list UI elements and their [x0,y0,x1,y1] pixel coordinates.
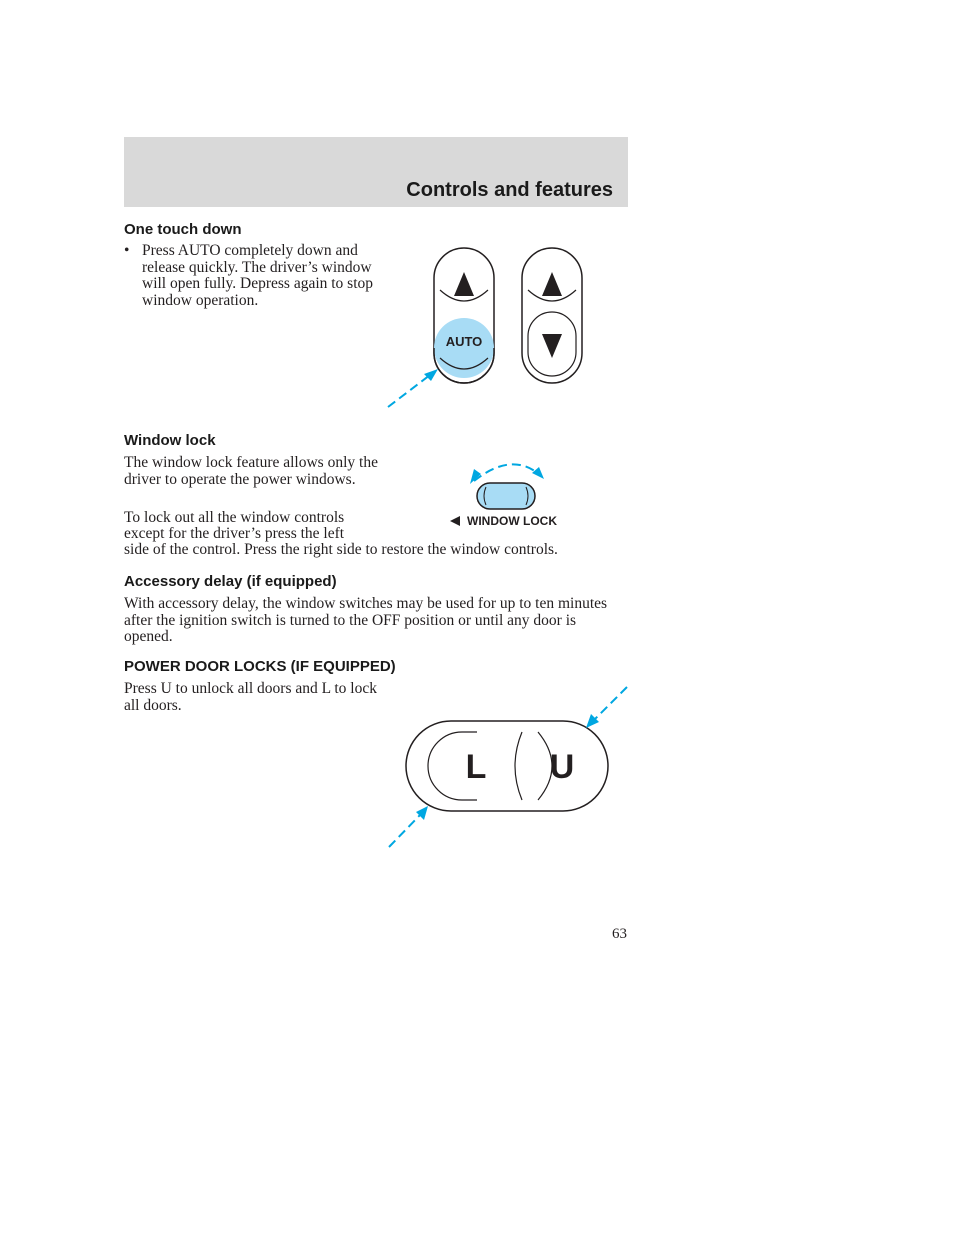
bullet-text: Press AUTO completely down and release quickly. The driver’s window will open fully. Depress again to stop window operation. [142,242,374,309]
window-lock-label: WINDOW LOCK [467,514,557,528]
window-lock-paragraph-1: The window lock feature allows only the driver to operate the power windows. [124,454,378,488]
left-triangle-icon [450,516,460,526]
heading-accessory-delay: Accessory delay (if equipped) [124,573,337,590]
toggle-arc-icon [474,464,540,481]
door-lock-switch-housing [406,721,608,811]
lock-label: L [465,748,487,786]
heading-window-lock: Window lock [124,432,216,449]
section-title: Controls and features [406,179,613,201]
window-lock-paragraph-2-line-1: To lock out all the window controls [124,509,345,526]
window-switch-figure [380,240,600,415]
heading-one-touch-down: One touch down [124,221,242,238]
power-door-locks-paragraph: Press U to unlock all doors and L to lock all doors. [124,680,377,714]
pointer-arrow-icon [388,375,430,407]
window-lock-figure [440,455,570,533]
pointer-arrow-icon [594,687,627,720]
bullet-symbol: • [124,242,130,259]
auto-label: AUTO [445,334,483,349]
unlock-label: U [549,748,575,786]
section-header [124,137,628,207]
page-number: 63 [612,926,627,942]
window-lock-paragraph-2-line-2: except for the driver’s press the left [124,525,345,542]
door-lock-switch-figure [380,680,634,852]
window-lock-paragraph-2-line-3: side of the control. Press the right side to restore the window controls. [124,541,558,558]
pointer-arrow-icon [389,813,422,847]
accessory-delay-paragraph: With accessory delay, the window switches may be used for up to ten minutes after the ignition switch is turned to the OFF position or until any door is opened. [124,595,608,645]
heading-power-door-locks: POWER DOOR LOCKS (IF EQUIPPED) [124,658,396,675]
